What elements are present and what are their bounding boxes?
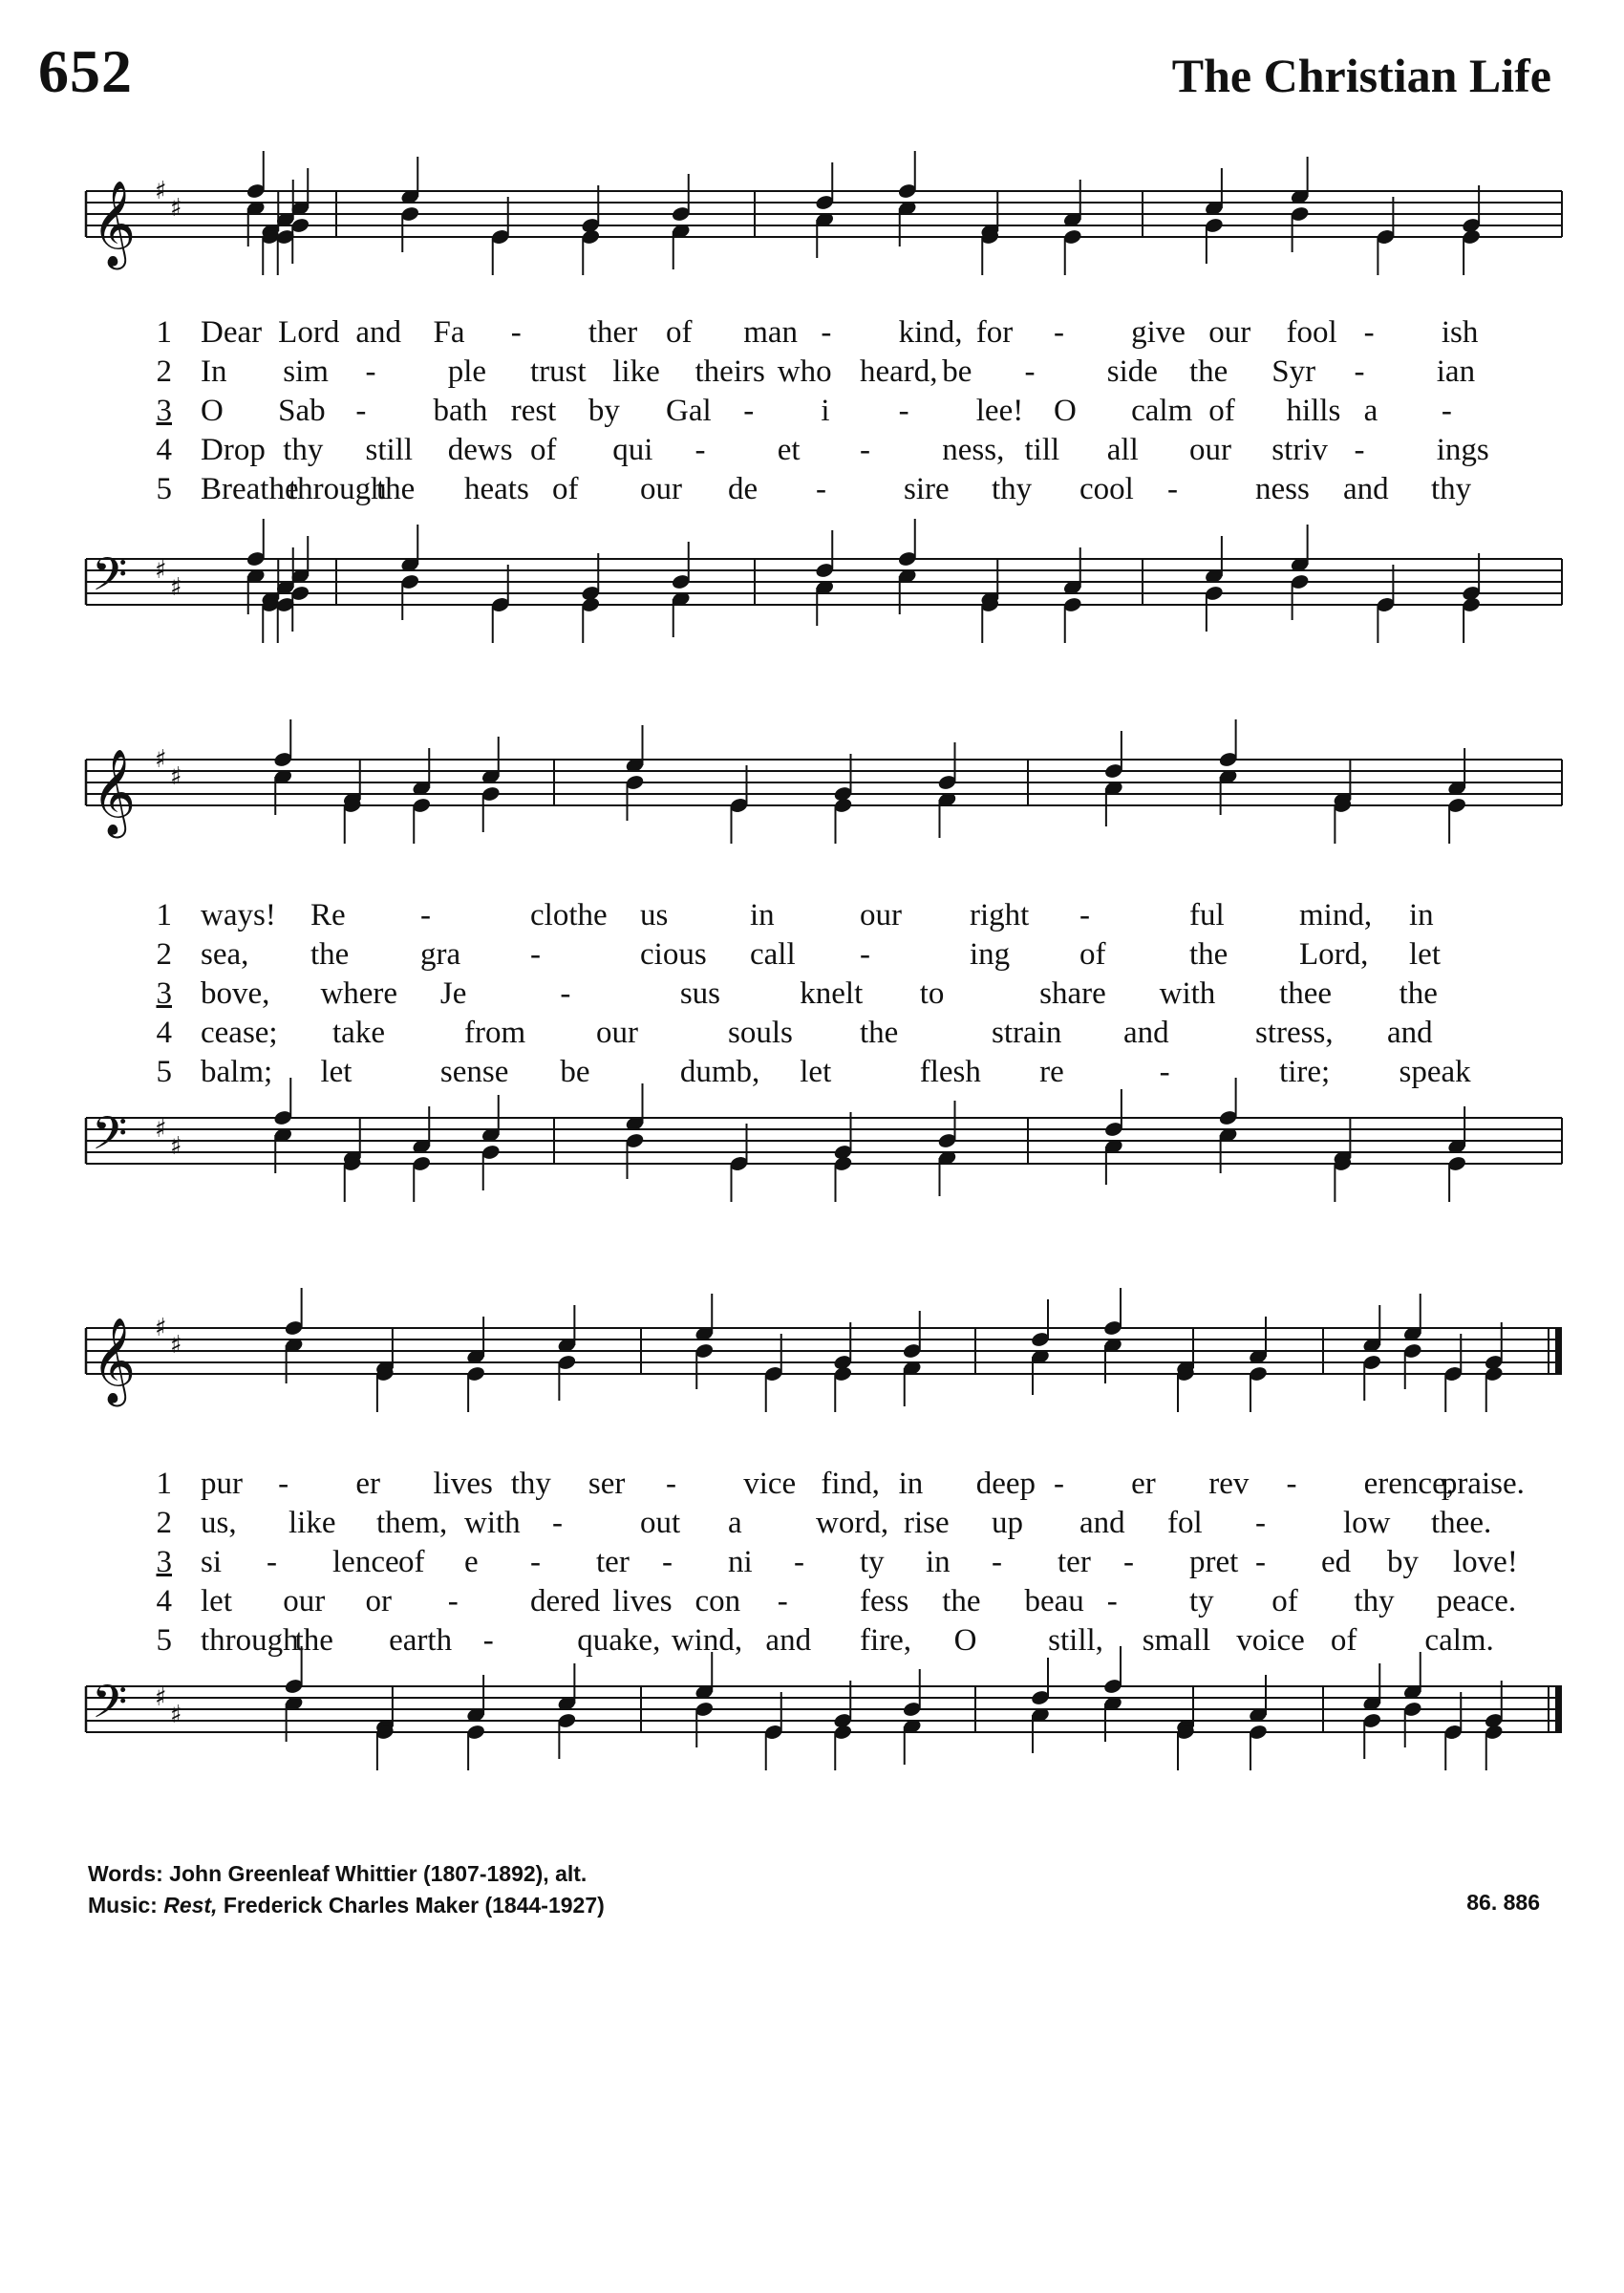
bass-clef-icon: 𝄢: [92, 547, 128, 612]
lyric-syllable: till: [1024, 433, 1060, 467]
lyric-syllable: let: [320, 1055, 353, 1089]
lyric-syllable: lives: [433, 1467, 493, 1501]
lyric-syllable: pur: [201, 1467, 243, 1501]
lyric-syllable: heard,: [860, 354, 938, 389]
music-credit: [88, 1890, 605, 1921]
lyric-syllable: like: [612, 354, 660, 389]
lyric-syllable: of: [1330, 1623, 1357, 1658]
lyric-syllable: a: [728, 1506, 742, 1540]
lyric-syllable: deep: [975, 1467, 1036, 1501]
lyric-syllable: through: [288, 472, 387, 506]
lyric-line: [115, 1467, 1528, 1506]
lyric-syllable: and: [355, 315, 401, 350]
verse-number: 2: [156, 1506, 172, 1540]
lyric-syllable: in: [926, 1545, 951, 1579]
lyric-syllable: sire: [904, 472, 950, 506]
lyric-syllable: sus: [679, 976, 720, 1011]
lyric-syllable: Drop: [201, 433, 266, 467]
words-credit: Words: John Greenleaf Whittier (1807-1892), alt.: [88, 1861, 588, 1886]
credits: [88, 1858, 605, 1921]
lyric-syllable: Sab: [278, 394, 326, 428]
verse-number: 3: [156, 1545, 172, 1579]
lyric-syllable: rise: [904, 1506, 950, 1540]
lyric-syllable: qui: [612, 433, 653, 467]
lyric-syllable: vice: [743, 1467, 797, 1501]
lyric-syllable: calm.: [1424, 1623, 1494, 1658]
lyric-syllable: Re: [310, 898, 346, 932]
lyric-syllable: striv: [1271, 433, 1328, 467]
lyric-syllable: take: [332, 1016, 385, 1050]
lyric-syllable: thy: [510, 1467, 551, 1501]
music-label: Music:: [88, 1893, 164, 1918]
lyric-syllable: be: [942, 354, 972, 389]
lyric-syllable: the: [860, 1016, 899, 1050]
lyric-syllable: Breathe: [201, 472, 299, 506]
lyric-syllable: lee!: [975, 394, 1024, 428]
lyric-syllable: -: [278, 1467, 289, 1501]
lyric-syllable: cious: [640, 937, 707, 972]
lyric-syllable: Dear: [201, 315, 263, 350]
lyric-syllable: the: [294, 1623, 333, 1658]
lyric-syllable: dumb,: [679, 1055, 760, 1089]
lyric-syllable: clothe: [530, 898, 608, 932]
lyric-syllable: cool: [1079, 472, 1134, 506]
lyric-syllable: of: [1271, 1584, 1298, 1618]
lyric-syllable: ings: [1436, 433, 1489, 467]
lyric-syllable: share: [1039, 976, 1106, 1011]
lyric-syllable: ty: [860, 1545, 885, 1579]
lyric-syllable: -: [1024, 354, 1036, 389]
lyric-syllable: ing: [970, 937, 1011, 972]
lyric-line: [115, 354, 1528, 394]
verse-number: 1: [156, 1467, 172, 1501]
lyric-syllable: of: [552, 472, 579, 506]
lyric-syllable: -: [992, 1545, 1002, 1579]
lyric-syllable: -: [860, 433, 870, 467]
lyric-syllable: ter: [1058, 1545, 1091, 1579]
lyric-syllable: ple: [447, 354, 487, 389]
lyric-syllable: lence: [332, 1545, 399, 1579]
lyric-syllable: by: [1387, 1545, 1419, 1579]
lyric-syllable: -: [1159, 1055, 1170, 1089]
composer: Frederick Charles Maker (1844-1927): [217, 1893, 605, 1918]
lyric-syllable: ed: [1321, 1545, 1352, 1579]
lyric-syllable: them,: [376, 1506, 448, 1540]
lyric-syllable: lives: [612, 1584, 673, 1618]
meter: 86. 886: [1466, 1890, 1540, 1915]
lyric-syllable: -: [777, 1584, 788, 1618]
lyric-syllable: find,: [821, 1467, 880, 1501]
lyric-syllable: quake,: [577, 1623, 661, 1658]
sharp-icon: ♯: [170, 573, 182, 602]
lyric-syllable: -: [1255, 1506, 1266, 1540]
sharp-icon: ♯: [170, 1132, 182, 1161]
lyric-syllable: Je: [439, 976, 467, 1011]
lyric-syllable: con: [694, 1584, 741, 1618]
lyric-syllable: gra: [420, 937, 461, 972]
lyric-syllable: of: [1079, 937, 1106, 972]
lyric-syllable: in: [750, 898, 775, 932]
lyric-syllable: trust: [530, 354, 587, 389]
lyric-syllable: i: [821, 394, 830, 428]
lyric-syllable: -: [510, 315, 522, 350]
sharp-icon: ♯: [155, 745, 167, 774]
verse-number: 4: [156, 433, 172, 467]
lyric-syllable: -: [1123, 1545, 1134, 1579]
lyric-syllable: a: [1363, 394, 1378, 428]
treble-staff-system-3: [86, 1299, 1571, 1414]
lyric-line: [115, 1545, 1528, 1584]
lyric-syllable: -: [666, 1467, 677, 1501]
lyric-syllable: still: [365, 433, 414, 467]
lyric-syllable: be: [560, 1055, 590, 1089]
lyric-syllable: up: [992, 1506, 1023, 1540]
lyric-syllable: our: [1208, 315, 1251, 350]
lyric-syllable: strain: [992, 1016, 1062, 1050]
lyric-syllable: O: [1053, 394, 1077, 428]
lyric-syllable: -: [355, 394, 367, 428]
lyric-syllable: in: [1409, 898, 1434, 932]
lyric-syllable: fess: [860, 1584, 909, 1618]
lyric-syllable: si: [201, 1545, 223, 1579]
lyric-syllable: like: [288, 1506, 336, 1540]
lyric-syllable: ser: [588, 1467, 626, 1501]
lyric-syllable: sense: [439, 1055, 509, 1089]
sharp-icon: ♯: [155, 177, 167, 205]
lyrics-system-1: [115, 315, 1528, 511]
lyric-syllable: kind,: [898, 315, 963, 350]
lyric-syllable: -: [1053, 1467, 1064, 1501]
bass-clef-icon: 𝄢: [92, 1675, 128, 1740]
lyric-syllable: the: [1399, 976, 1438, 1011]
lyric-syllable: -: [365, 354, 376, 389]
sharp-icon: ♯: [170, 762, 182, 791]
lyric-line: [115, 394, 1528, 433]
lyric-syllable: -: [1286, 1467, 1297, 1501]
lyric-syllable: dews: [447, 433, 513, 467]
verse-number: 5: [156, 472, 172, 506]
lyric-syllable: in: [898, 1467, 924, 1501]
lyric-syllable: fol: [1167, 1506, 1203, 1540]
lyric-syllable: with: [464, 1506, 521, 1540]
sharp-icon: ♯: [170, 1701, 182, 1729]
lyric-syllable: praise.: [1441, 1467, 1525, 1501]
bass-staff-system-1: [86, 530, 1571, 645]
lyric-line: [115, 1055, 1528, 1094]
lyric-syllable: and: [1123, 1016, 1169, 1050]
lyric-syllable: and: [1343, 472, 1389, 506]
lyric-line: [115, 1623, 1528, 1662]
lyric-syllable: let: [1409, 937, 1441, 972]
lyric-syllable: -: [1255, 1545, 1266, 1579]
lyric-syllable: ness: [1255, 472, 1310, 506]
lyric-syllable: -: [816, 472, 826, 506]
lyric-syllable: -: [1441, 394, 1452, 428]
lyric-syllable: calm: [1131, 394, 1193, 428]
lyric-syllable: who: [777, 354, 832, 389]
lyric-syllable: with: [1159, 976, 1216, 1011]
sharp-icon: ♯: [155, 1683, 167, 1712]
lyric-syllable: where: [320, 976, 398, 1011]
lyric-syllable: -: [1354, 354, 1365, 389]
lyric-syllable: of: [666, 315, 693, 350]
lyric-syllable: -: [898, 394, 909, 428]
lyric-syllable: bove,: [201, 976, 270, 1011]
lyric-syllable: souls: [728, 1016, 793, 1050]
verse-number: 2: [156, 937, 172, 972]
verse-number: 4: [156, 1016, 172, 1050]
lyric-syllable: theirs: [694, 354, 765, 389]
lyric-syllable: fire,: [860, 1623, 912, 1658]
lyric-syllable: and: [765, 1623, 812, 1658]
lyric-syllable: us,: [201, 1506, 237, 1540]
verse-number: 3: [156, 394, 172, 428]
lyric-syllable: et: [777, 433, 801, 467]
lyric-syllable: Lord: [278, 315, 340, 350]
treble-clef-icon: 𝄞: [92, 749, 137, 835]
lyric-syllable: -: [694, 433, 706, 467]
verse-number: 4: [156, 1584, 172, 1618]
lyric-syllable: earth: [389, 1623, 453, 1658]
lyric-syllable: O: [201, 394, 224, 428]
lyric-syllable: -: [530, 1545, 541, 1579]
lyric-syllable: thy: [992, 472, 1033, 506]
lyric-syllable: rest: [510, 394, 557, 428]
sharp-icon: ♯: [155, 1314, 167, 1342]
lyric-syllable: Gal: [666, 394, 712, 428]
lyric-syllable: er: [355, 1467, 380, 1501]
lyric-syllable: and: [1387, 1016, 1433, 1050]
lyric-syllable: -: [1106, 1584, 1118, 1618]
treble-clef-icon: 𝄞: [92, 1318, 137, 1404]
treble-clef-icon: 𝄞: [92, 181, 137, 267]
lyric-syllable: the: [1189, 354, 1229, 389]
lyric-syllable: give: [1131, 315, 1186, 350]
lyric-syllable: wind,: [671, 1623, 743, 1658]
lyric-syllable: our: [1189, 433, 1231, 467]
bass-staff-system-3: [86, 1658, 1571, 1772]
lyric-syllable: let: [201, 1584, 232, 1618]
lyric-syllable: bath: [433, 394, 488, 428]
lyric-syllable: all: [1106, 433, 1139, 467]
bass-clef-icon: 𝄢: [92, 1106, 128, 1171]
lyric-syllable: balm;: [201, 1055, 273, 1089]
lyric-line: [115, 472, 1528, 511]
lyric-syllable: of: [530, 433, 557, 467]
verse-number: 1: [156, 898, 172, 932]
lyric-syllable: re: [1039, 1055, 1064, 1089]
lyric-syllable: the: [310, 937, 350, 972]
lyric-syllable: speak: [1399, 1055, 1471, 1089]
lyric-syllable: -: [530, 937, 541, 972]
tune-name: Rest,: [163, 1893, 218, 1918]
lyric-syllable: dered: [530, 1584, 601, 1618]
lyric-syllable: out: [640, 1506, 681, 1540]
verse-number: 3: [156, 976, 172, 1011]
lyric-syllable: let: [800, 1055, 832, 1089]
sharp-icon: ♯: [155, 1115, 167, 1144]
lyric-syllable: Syr: [1271, 354, 1316, 389]
lyric-line: [115, 976, 1528, 1016]
lyric-syllable: thee: [1279, 976, 1333, 1011]
lyric-syllable: to: [919, 976, 945, 1011]
lyric-line: [115, 1016, 1528, 1055]
sharp-icon: ♯: [170, 194, 182, 223]
lyric-syllable: -: [1354, 433, 1365, 467]
lyric-syllable: voice: [1236, 1623, 1305, 1658]
lyric-syllable: man: [743, 315, 799, 350]
lyrics-system-2: [115, 898, 1528, 1094]
verse-number: 5: [156, 1623, 172, 1658]
lyric-syllable: In: [201, 354, 227, 389]
lyric-line: [115, 433, 1528, 472]
lyric-syllable: side: [1106, 354, 1158, 389]
lyric-syllable: -: [560, 976, 571, 1011]
lyric-syllable: pret: [1189, 1545, 1239, 1579]
lyric-syllable: of: [398, 1545, 425, 1579]
verse-number: 2: [156, 354, 172, 389]
lyric-syllable: for: [975, 315, 1014, 350]
lyric-syllable: er: [1131, 1467, 1156, 1501]
lyric-syllable: -: [420, 898, 431, 932]
verse-number: 5: [156, 1055, 172, 1089]
lyric-syllable: -: [482, 1623, 494, 1658]
lyric-syllable: tire;: [1279, 1055, 1331, 1089]
sharp-icon: ♯: [170, 1331, 182, 1360]
lyric-syllable: sim: [283, 354, 329, 389]
lyric-syllable: flesh: [919, 1055, 981, 1089]
treble-staff-system-1: [86, 162, 1571, 277]
lyric-syllable: thy: [1431, 472, 1472, 506]
lyric-syllable: fool: [1286, 315, 1337, 350]
lyric-syllable: the: [376, 472, 416, 506]
lyric-syllable: -: [267, 1545, 277, 1579]
lyric-syllable: -: [662, 1545, 673, 1579]
lyric-syllable: ness,: [942, 433, 1005, 467]
lyric-syllable: heats: [464, 472, 529, 506]
lyric-syllable: still,: [1048, 1623, 1103, 1658]
lyric-syllable: -: [1363, 315, 1375, 350]
lyric-syllable: ways!: [201, 898, 276, 932]
section-title: The Christian Life: [1171, 49, 1551, 102]
lyric-syllable: peace.: [1436, 1584, 1517, 1618]
lyrics-system-3: [115, 1467, 1528, 1662]
lyric-syllable: mind,: [1299, 898, 1373, 932]
treble-staff-system-2: [86, 731, 1571, 846]
lyric-syllable: sea,: [201, 937, 249, 972]
lyric-line: [115, 315, 1528, 354]
lyric-syllable: right: [970, 898, 1030, 932]
lyric-syllable: e: [464, 1545, 479, 1579]
bass-staff-system-2: [86, 1089, 1571, 1204]
lyric-syllable: through: [201, 1623, 299, 1658]
lyric-line: [115, 898, 1528, 937]
lyric-syllable: thee.: [1431, 1506, 1492, 1540]
lyric-syllable: the: [1189, 937, 1229, 972]
lyric-syllable: or: [365, 1584, 392, 1618]
lyric-line: [115, 1506, 1528, 1545]
lyric-syllable: ni: [728, 1545, 753, 1579]
lyric-syllable: us: [640, 898, 669, 932]
lyric-syllable: -: [1053, 315, 1064, 350]
lyric-syllable: of: [1208, 394, 1235, 428]
lyric-syllable: thy: [283, 433, 324, 467]
lyric-syllable: ter: [596, 1545, 630, 1579]
lyric-syllable: ful: [1189, 898, 1225, 932]
page-number: 652: [38, 37, 133, 105]
lyric-syllable: call: [750, 937, 796, 972]
lyric-syllable: small: [1142, 1623, 1211, 1658]
lyric-syllable: rev: [1208, 1467, 1250, 1501]
lyric-syllable: from: [464, 1016, 526, 1050]
lyric-line: [115, 1584, 1528, 1623]
lyric-line: [115, 937, 1528, 976]
lyric-syllable: and: [1079, 1506, 1125, 1540]
lyric-syllable: ian: [1436, 354, 1476, 389]
lyric-syllable: -: [552, 1506, 563, 1540]
lyric-syllable: -: [1079, 898, 1090, 932]
lyric-syllable: thy: [1354, 1584, 1395, 1618]
lyric-syllable: ty: [1189, 1584, 1214, 1618]
lyric-syllable: -: [743, 394, 755, 428]
lyric-syllable: -: [1167, 472, 1178, 506]
lyric-syllable: cease;: [201, 1016, 278, 1050]
lyric-syllable: word,: [816, 1506, 889, 1540]
lyric-syllable: erence,: [1363, 1467, 1454, 1501]
lyric-syllable: -: [447, 1584, 459, 1618]
lyric-syllable: -: [821, 315, 832, 350]
lyric-syllable: -: [860, 937, 870, 972]
lyric-syllable: our: [640, 472, 682, 506]
lyric-syllable: hills: [1286, 394, 1341, 428]
lyric-syllable: our: [596, 1016, 638, 1050]
lyric-syllable: low: [1343, 1506, 1391, 1540]
lyric-syllable: beau: [1024, 1584, 1084, 1618]
lyric-syllable: knelt: [800, 976, 864, 1011]
lyric-syllable: the: [942, 1584, 981, 1618]
sharp-icon: ♯: [155, 556, 167, 585]
lyric-syllable: by: [588, 394, 620, 428]
lyric-syllable: stress,: [1255, 1016, 1334, 1050]
lyric-syllable: O: [953, 1623, 977, 1658]
lyric-syllable: Fa: [433, 315, 465, 350]
lyric-syllable: our: [283, 1584, 326, 1618]
lyric-syllable: -: [794, 1545, 804, 1579]
lyric-syllable: ish: [1441, 315, 1479, 350]
lyric-syllable: ther: [588, 315, 638, 350]
lyric-syllable: Lord,: [1299, 937, 1369, 972]
verse-number: 1: [156, 315, 172, 350]
lyric-syllable: love!: [1453, 1545, 1518, 1579]
lyric-syllable: our: [860, 898, 902, 932]
lyric-syllable: de: [728, 472, 759, 506]
